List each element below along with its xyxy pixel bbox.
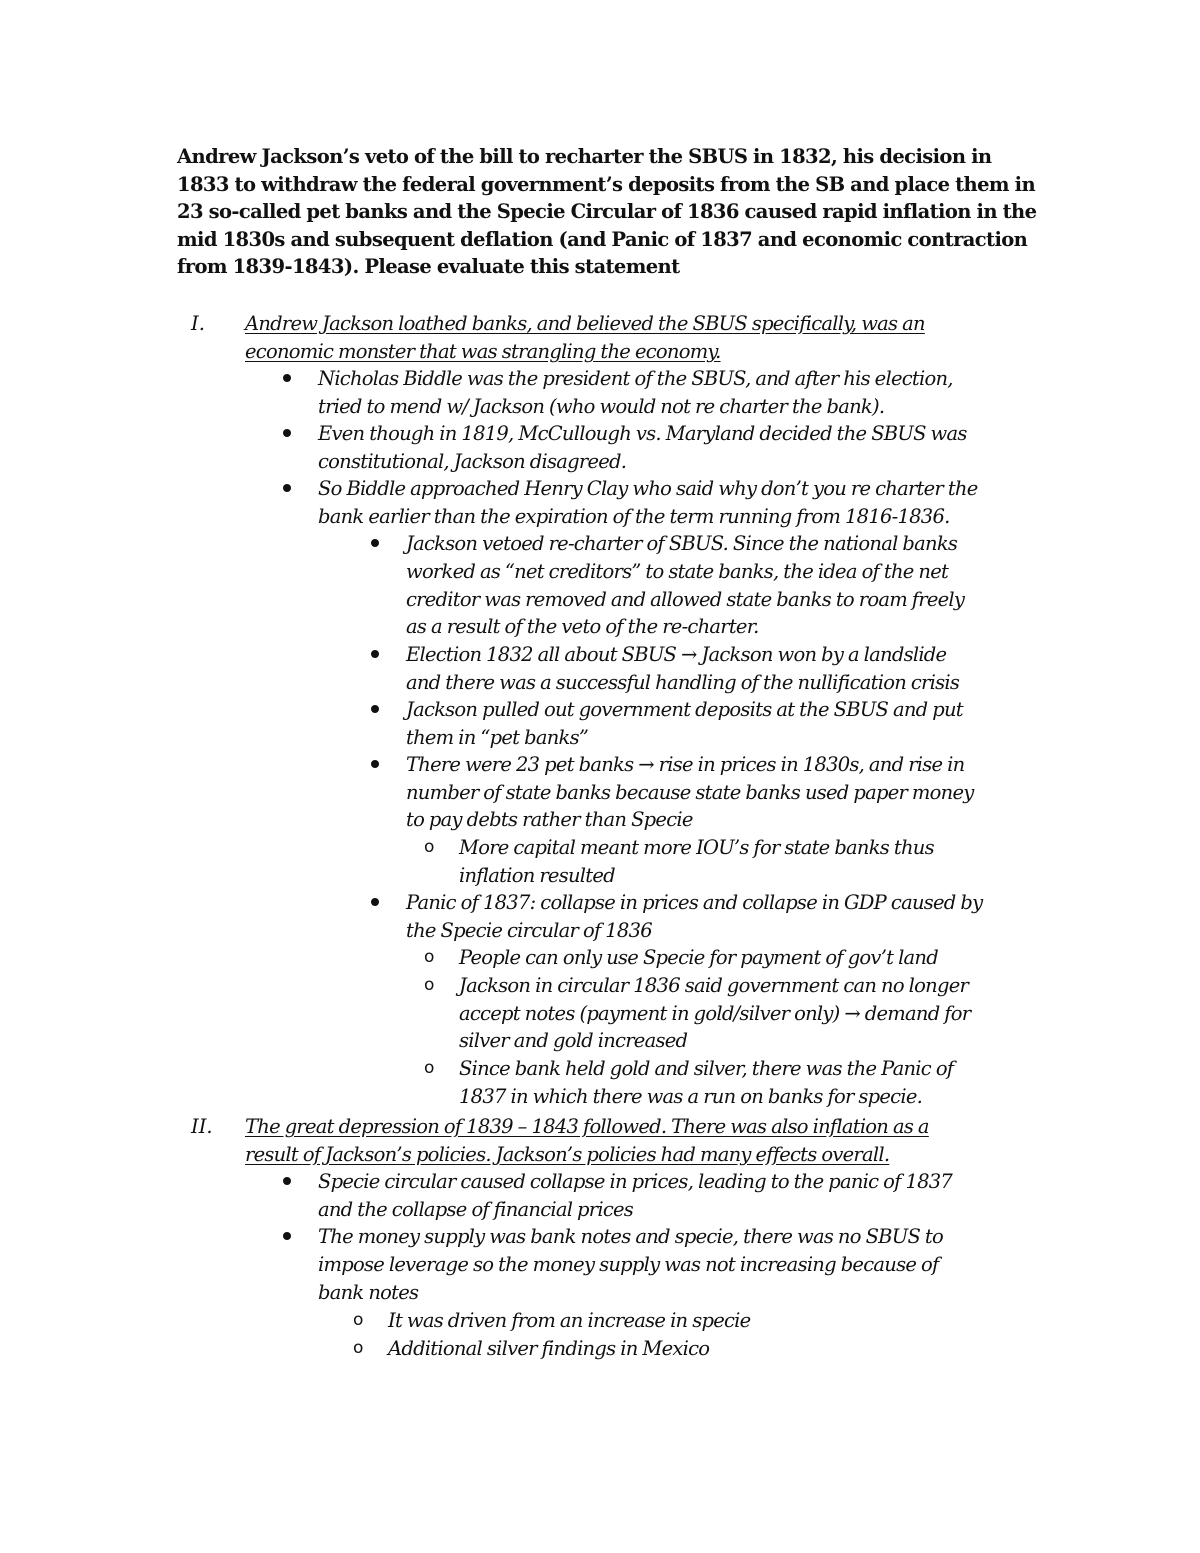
section1-heading-line1: Andrew Jackson loathed banks, and believed the SBUS specifically, was an — [245, 312, 925, 335]
list-item-text: So Biddle approached Henry Clay who said why don’t you re charter the — [318, 477, 978, 500]
bullet-icon — [371, 898, 379, 906]
list-item-text: tried to mend w/ Jackson (who would not re charter the bank). — [318, 395, 885, 418]
list-item-text: number of state banks because state banks used paper money — [406, 781, 974, 804]
list-item-text: Additional silver findings in Mexico — [388, 1337, 710, 1360]
section2-heading-line1: The great depression of 1839 – 1843 followed. There was also inflation as a — [245, 1115, 929, 1138]
bullet-icon — [283, 374, 291, 382]
list-item-text: Specie circular caused collapse in prices, leading to the panic of 1837 — [318, 1170, 953, 1193]
list-item-text: creditor was removed and allowed state banks to roam freely — [406, 588, 965, 611]
list-item-text: impose leverage so the money supply was not increasing because of — [318, 1253, 939, 1276]
sub-bullet-icon: o — [424, 947, 435, 967]
list-item-text: as a result of the veto of the re-charter. — [406, 615, 759, 638]
list-item-text: them in “pet banks” — [406, 726, 589, 749]
bullet-icon — [371, 705, 379, 713]
list-item-text: bank notes — [318, 1281, 419, 1304]
document-title: Andrew Jackson’s veto of the bill to recharter the SBUS in 1832, his decision in 1833 to withdraw the federal government’s deposits from the SB and place them in 23 so-called pet banks and the Specie Circular of 1836 caused rapid inflation in the mid 1830s and subsequent deflation (and Panic of 1837 and economic contraction from 1839-1843). Please evaluate this statement — [177, 145, 1037, 279]
bullet-icon — [371, 760, 379, 768]
section-numeral-1: I. — [191, 312, 205, 335]
section1-heading-line2: economic monster that was strangling the economy. — [245, 340, 721, 363]
list-item-text: inflation resulted — [459, 864, 615, 887]
list-item-text: bank earlier than the expiration of the term running from 1816-1836. — [318, 505, 950, 528]
sub-bullet-icon: o — [353, 1338, 364, 1358]
list-item-text: Election 1832 all about SBUS → Jackson won by a landslide — [406, 643, 947, 666]
list-item-text: Jackson in circular 1836 said government can no longer — [459, 974, 969, 997]
bullet-icon — [283, 1177, 291, 1185]
bullet-icon — [283, 429, 291, 437]
list-item-text: Since bank held gold and silver, there was the Panic of — [459, 1057, 954, 1080]
list-item-text: The money supply was bank notes and specie, there was no SBUS to — [318, 1225, 943, 1248]
bullet-icon — [371, 539, 379, 547]
sub-bullet-icon: o — [353, 1310, 364, 1330]
list-item-text: to pay debts rather than Specie — [406, 808, 693, 831]
list-item-text: Even though in 1819, McCullough vs. Maryland decided the SBUS was — [318, 422, 967, 445]
list-item-text: More capital meant more IOU’s for state banks thus — [459, 836, 934, 859]
section2-heading-line2: result of Jackson’s policies. Jackson’s policies had many effects overall. — [245, 1143, 890, 1166]
section-numeral-2: II. — [191, 1115, 213, 1138]
list-item-text: worked as “net creditors” to state banks, the idea of the net — [406, 560, 949, 583]
sub-bullet-icon: o — [424, 1058, 435, 1078]
bullet-icon — [283, 484, 291, 492]
list-item-text: Jackson vetoed re-charter of SBUS. Since the national banks — [406, 532, 958, 555]
list-item-text: Nicholas Biddle was the president of the SBUS, and after his election, — [318, 367, 953, 390]
sub-bullet-icon: o — [424, 975, 435, 995]
list-item-text: It was driven from an increase in specie — [388, 1309, 751, 1332]
list-item-text: silver and gold increased — [459, 1029, 688, 1052]
list-item-text: accept notes (payment in gold/silver only) → demand for — [459, 1002, 971, 1025]
list-item-text: People can only use Specie for payment of gov’t land — [459, 946, 938, 969]
sub-bullet-icon: o — [424, 837, 435, 857]
bullet-icon — [371, 650, 379, 658]
list-item-text: and there was a successful handling of the nullification crisis — [406, 671, 960, 694]
list-item-text: 1837 in which there was a run on banks for specie. — [459, 1085, 923, 1108]
list-item-text: constitutional, Jackson disagreed. — [318, 450, 627, 473]
list-item-text: and the collapse of financial prices — [318, 1198, 634, 1221]
list-item-text: Panic of 1837: collapse in prices and collapse in GDP caused by — [406, 891, 983, 914]
list-item-text: Jackson pulled out government deposits at the SBUS and put — [406, 698, 963, 721]
bullet-icon — [283, 1232, 291, 1240]
list-item-text: There were 23 pet banks → rise in prices in 1830s, and rise in — [406, 753, 965, 776]
list-item-text: the Specie circular of 1836 — [406, 919, 652, 942]
